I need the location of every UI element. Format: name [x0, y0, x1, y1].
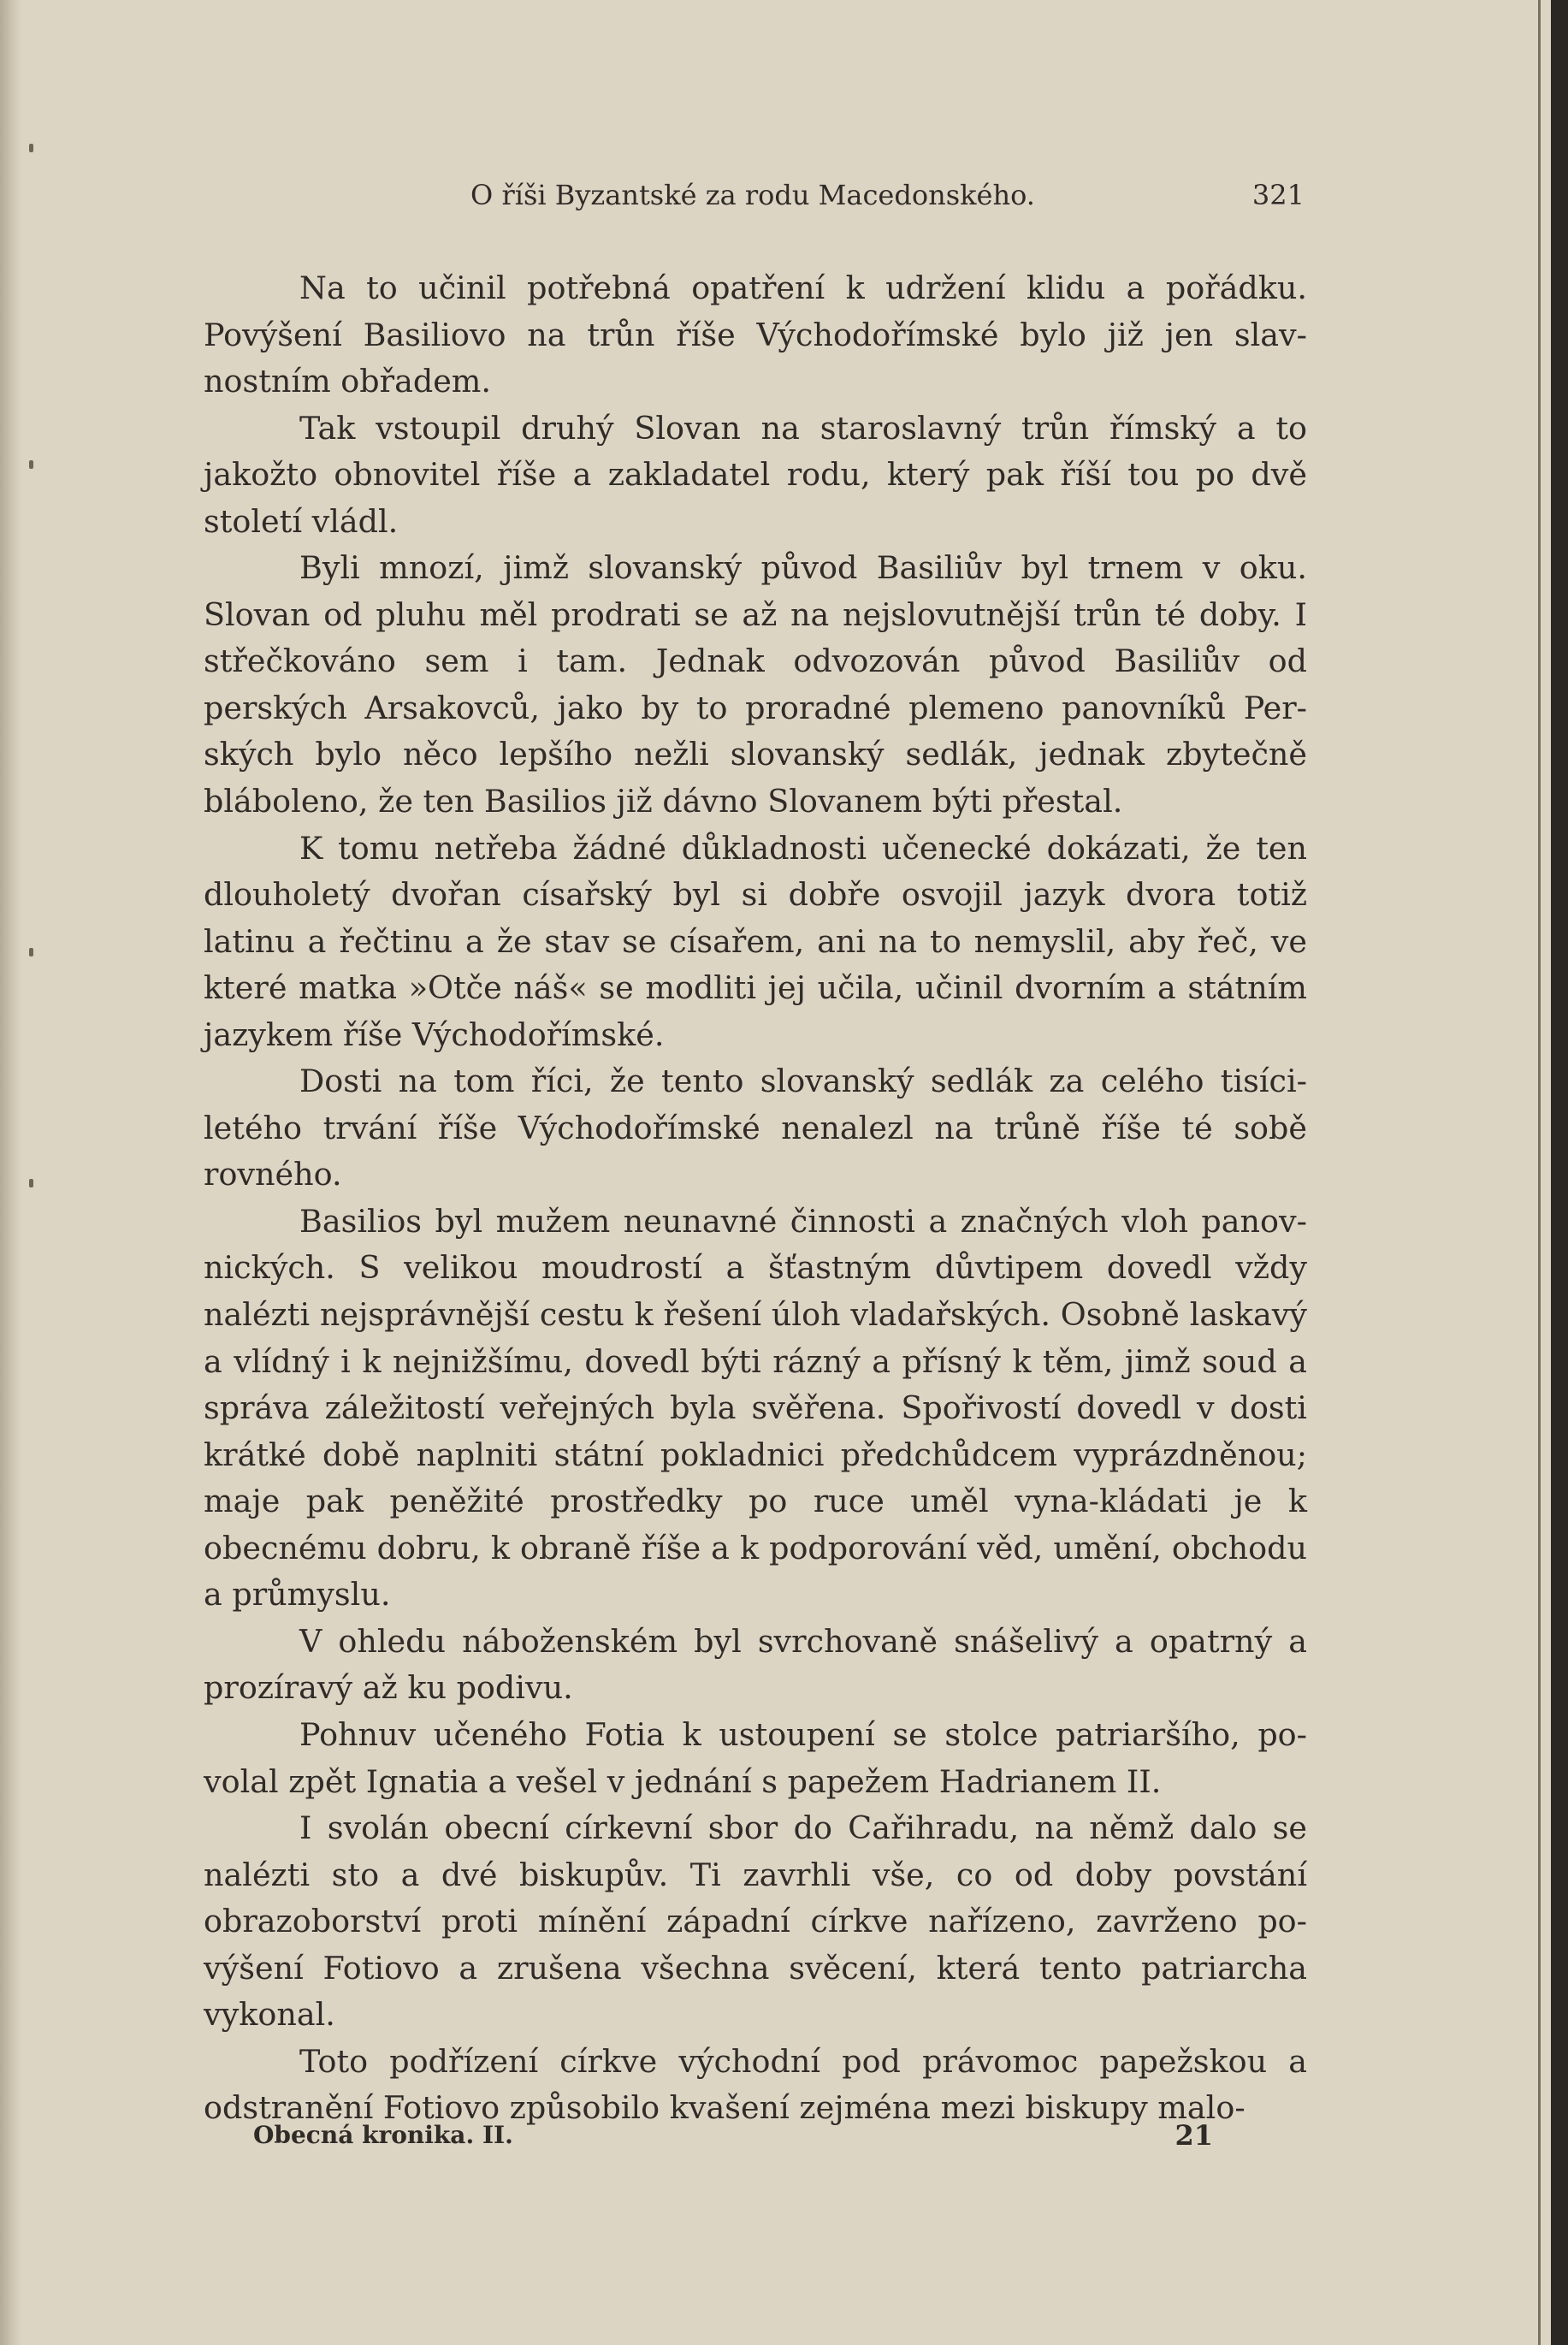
sheet-number: 21 — [1175, 2119, 1213, 2152]
page-footer — [253, 2118, 1213, 2153]
paragraph: Dosti na tom říci, že tento slovanský sedlák za celého tisíci-letého trvání říše Východořímské nenalezl na trůně říše té sobě rovného. — [204, 1063, 1307, 1193]
running-title: O říši Byzantské za rodu Macedonského. — [470, 179, 1035, 211]
body-text — [204, 265, 1307, 2132]
paragraph: Toto podřízení církve východní pod právomoc papežskou a odstranění Fotiovo způsobilo kvašení zejména mezi biskupy malo- — [204, 2042, 1307, 2127]
paragraph: I svolán obecní církevní sbor do Cařihradu, na němž dalo se nalézti sto a dvé biskupův. Ti zavrhli vše, co od doby povstání obrazoborství proti mínění západní církve nařízeno, zavrženo po-výšení Fotiovo a zrušena všechna svěcení, která tento patriarcha vykonal. — [204, 1809, 1307, 2034]
paragraph: Tak vstoupil druhý Slovan na staroslavný trůn římský a to jakožto obnovitel říše a zakladatel rodu, který pak říší tou po dvě století vládl. — [204, 409, 1307, 540]
paragraph: Pohnuv učeného Fotia k ustoupení se stolce patriaršího, po-volal zpět Ignatia a vešel v jednání s papežem Hadrianem II. — [204, 1715, 1307, 1800]
paragraph: Byli mnozí, jimž slovanský původ Basiliův byl trnem v oku. Slovan od pluhu měl prodrati se až na nejslovutnější trůn té doby. I střečkováno sem i tam. Jednak odvozován původ Basiliův od perských Arsakovců, jako by to proradné plemeno panovníků Per-ských bylo něco lepšího nežli slovanský sedlák, jednak zbytečně bláboleno, že ten Basilios již dávno Slovanem býti přestal. — [204, 549, 1307, 820]
page-number: 321 — [1251, 179, 1305, 211]
paragraph: V ohledu náboženském byl svrchovaně snášelivý a opatrný a prozíravý až ku podivu. — [204, 1622, 1307, 1707]
running-header — [201, 176, 1305, 214]
paragraph: Basilios byl mužem neunavné činnosti a značných vloh panov-nických. S velikou moudrostí a šťastným důvtipem dovedl vždy nalézti nejsprávnější cestu k řešení úloh vladařských. Osobně laskavý a vlídný i k nejnižšímu, dovedl býti rázný a přísný k těm, jimž soud a správa záležitostí veřejných byla svěřena. Spořivostí dovedl v dosti krátké době naplniti státní pokladnici předchůdcem vyprázdněnou; maje pak peněžité prostředky po ruce uměl vyna-kládati je k obecnému dobru, k obraně říše a k podporování věd, umění, obchodu a průmyslu. — [204, 1202, 1307, 1614]
paragraph: Na to učinil potřebná opatření k udržení klidu a pořádku. Povýšení Basiliovo na trůn říše Východořímské bylo již jen slav-nostním obřadem. — [204, 269, 1307, 400]
signature-line: Obecná kronika. II. — [253, 2121, 513, 2149]
paragraph: K tomu netřeba žádné důkladnosti učenecké dokázati, že ten dlouholetý dvořan císařský byl si dobře osvojil jazyk dvora totiž latinu a řečtinu a že stav se císařem, ani na to nemyslil, aby řeč, ve které matka »Otče náš« se modliti jej učila, učinil dvorním a státním jazykem říše Východořímské. — [204, 829, 1307, 1053]
